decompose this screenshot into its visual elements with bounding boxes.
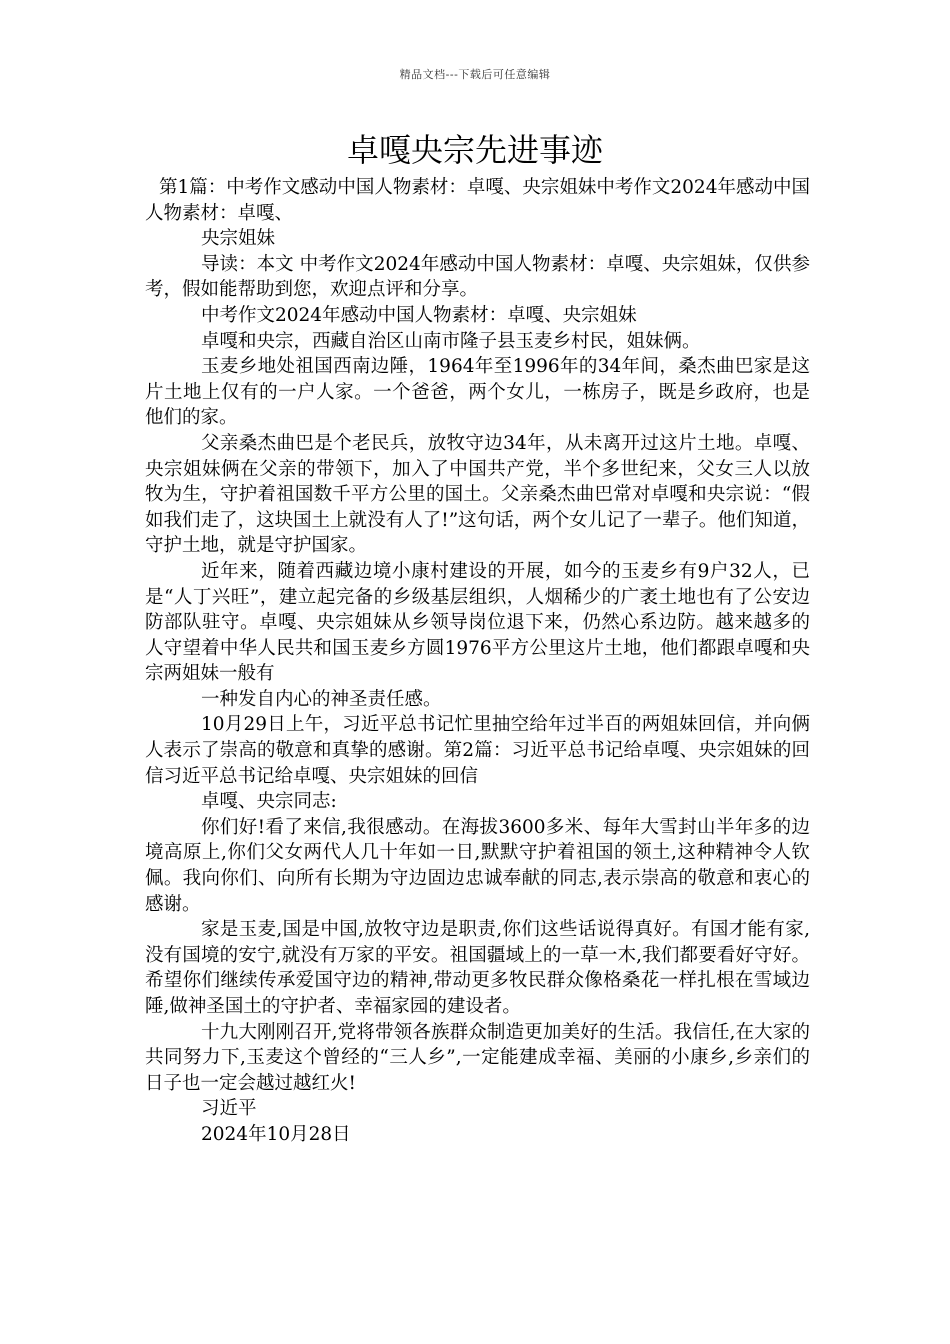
letter-paragraph-2: 家是玉麦,国是中国,放牧守边是职责,你们这些话说得真好。有国才能有家,没有国境的安宁,就没有万家的平安。祖国疆域上的一草一木,我们都要看好守好。希望你们继续传承爱国守边的精神,带动更多牧民群众像格桑花一样扎根在雪域边陲,做神圣国土的守护者、幸福家园的建设者。 [145,919,810,1017]
letter-paragraph-3: 十九大刚刚召开,党将带领各族群众制造更加美好的生活。我信任,在大家的共同努力下,玉麦这个曾经的“三人乡”,一定能建成幸福、美丽的小康乡,乡亲们的日子也一定会越过越红火! [145,1021,810,1094]
document-body [145,175,810,1148]
document-title: 卓嘎央宗先进事迹 [346,131,603,169]
paragraph-recent-years: 近年来，随着西藏边境小康村建设的开展，如今的玉麦乡有9户32人，已是“人丁兴旺”，建立起完备的乡级基层组织，人烟稀少的广袤土地也有了公安边防部队驻守。卓嘎、央宗姐妹从乡领导岗位退下来，仍然心系边防。越来越多的人守望着中华人民共和国玉麦乡方圆1976平方公里这片土地，他们都跟卓嘎和央宗两姐妹一般有 [145,560,810,685]
paragraph-responsibility: 一种发自内心的神圣责任感。 [201,688,442,710]
paragraph-heading-continuation: 央宗姐妹 [201,228,276,250]
letter-salutation: 卓嘎、央宗同志: [201,791,337,813]
paragraph-father: 父亲桑杰曲巴是个老民兵，放牧守边34年，从未离开过这片土地。卓嘎、央宗姐妹俩在父亲的带领下，加入了中国共产党，半个多世纪来，父女三人以放牧为生，守护着祖国数千平方公里的国土。父亲桑杰曲巴常对卓嘎和央宗说：“假如我们走了，这块国土上就没有人了!”这句话，两个女儿记了一辈子。他们知道，守护土地，就是守护国家。 [145,432,810,557]
paragraph-reply-intro: 10月29日上午，习近平总书记忙里抽空给年过半百的两姐妹回信，并向俩人表示了崇高的敬意和真挚的感谢。第2篇：习近平总书记给卓嘎、央宗姐妹的回信习近平总书记给卓嘎、央宗姐妹的回信 [145,714,810,787]
paragraph-sisters: 卓嘎和央宗，西藏自治区山南市隆子县玉麦乡村民，姐妹俩。 [201,330,701,352]
paragraph-subtitle: 中考作文2024年感动中国人物素材：卓嘎、央宗姐妹 [201,304,637,326]
letter-date: 2024年10月28日 [201,1123,351,1145]
letter-signature: 习近平 [201,1098,257,1120]
paragraph-part1-heading: 第1篇：中考作文感动中国人物素材：卓嘎、央宗姐妹中考作文2024年感动中国人物素材：卓嘎、 [145,177,810,224]
paragraph-intro: 导读：本文 中考作文2024年感动中国人物素材：卓嘎、央宗姐妹，仅供参考，假如能帮助到您，欢迎点评和分享。 [145,253,810,301]
letter-paragraph-1: 你们好!看了来信,我很感动。在海拔3600多米、每年大雪封山半年多的边境高原上,你们父女两代人几十年如一日,默默守护着祖国的领土,这种精神令人钦佩。我向你们、向所有长期为守边固边忠诚奉献的同志,表示崇高的敬意和衷心的感谢。 [145,816,810,915]
paragraph-yumai: 玉麦乡地处祖国西南边陲，1964年至1996年的34年间，桑杰曲巴家是这片土地上仅有的一户人家。一个爸爸，两个女儿，一栋房子，既是乡政府，也是他们的家。 [145,356,810,429]
header-note: 精品文档---下载后可任意编辑 [399,68,551,81]
